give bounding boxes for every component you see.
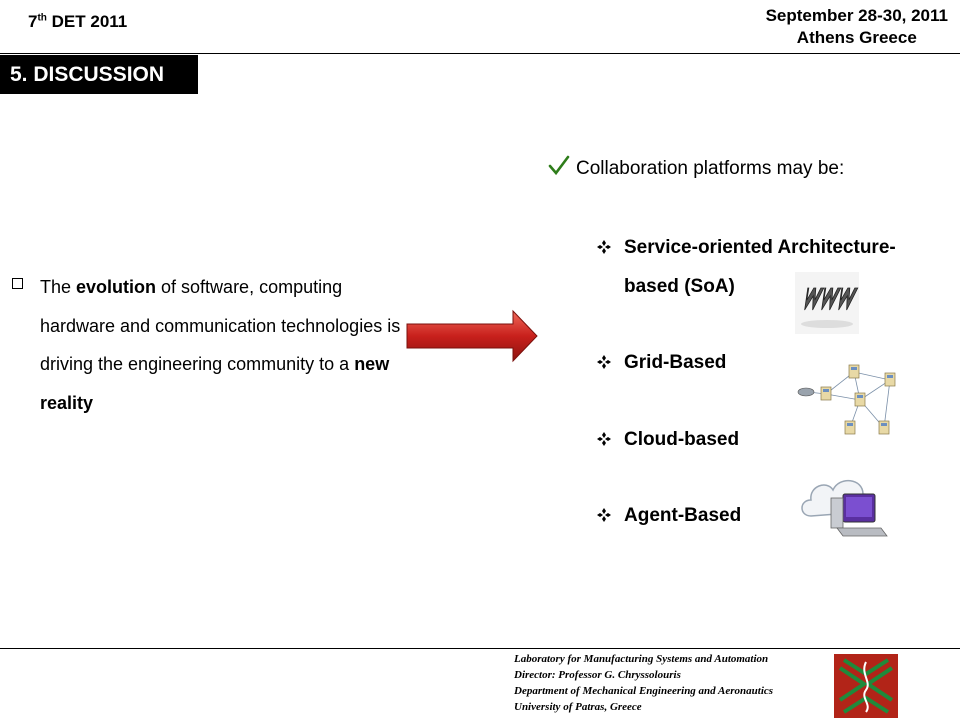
footer-university: University of Patras, Greece <box>514 701 642 713</box>
www-icon <box>795 272 859 334</box>
left-paragraph <box>40 268 412 422</box>
diamond-bullet-icon <box>597 355 611 369</box>
left-text-part2: of software, computing hardware and communication technologies is driving the engineering community to a <box>40 277 401 374</box>
diamond-bullet-icon <box>597 432 611 446</box>
cloud-computer-icon <box>797 468 889 540</box>
left-bullet <box>12 268 412 422</box>
footer-divider <box>0 648 960 649</box>
left-text-part1: The <box>40 277 77 297</box>
event-dates: September 28-30, 2011 <box>765 6 948 25</box>
platform-agent: Agent-Based <box>624 505 742 526</box>
event-name: DET 2011 <box>51 12 128 31</box>
diamond-bullet-icon <box>597 240 611 254</box>
footer-department: Department of Mechanical Engineering and Aeronautics <box>514 685 774 697</box>
right-arrow-icon <box>405 308 541 364</box>
platform-grid: Grid-Based <box>624 352 727 373</box>
section-title: 5. DISCUSSION <box>0 55 198 94</box>
left-text-bold1: evolution <box>76 277 157 297</box>
left-text-bold2: new reality <box>40 354 390 413</box>
platform-soa-line2: based (SoA) <box>624 276 735 297</box>
event-title <box>28 12 127 32</box>
event-dates-location <box>766 5 948 49</box>
event-location: Athens Greece <box>796 28 917 47</box>
collaboration-heading: Collaboration platforms may be: <box>576 158 845 179</box>
footer-text <box>514 651 773 715</box>
checkmark-icon <box>548 154 570 176</box>
lms-logo-icon <box>834 654 898 718</box>
platform-cloud: Cloud-based <box>624 429 740 450</box>
platform-soa-line1: Service-oriented Architecture- <box>624 237 896 258</box>
event-suffix: th <box>37 12 47 24</box>
footer-lab: Laboratory for Manufacturing Systems and Automation <box>514 653 769 665</box>
square-bullet-icon <box>12 278 23 289</box>
grid-network-icon <box>796 360 906 444</box>
header-divider <box>0 53 960 54</box>
footer-director: Director: Professor G. Chryssolouris <box>514 669 681 681</box>
diamond-bullet-icon <box>597 508 611 522</box>
event-number: 7 <box>28 12 38 31</box>
